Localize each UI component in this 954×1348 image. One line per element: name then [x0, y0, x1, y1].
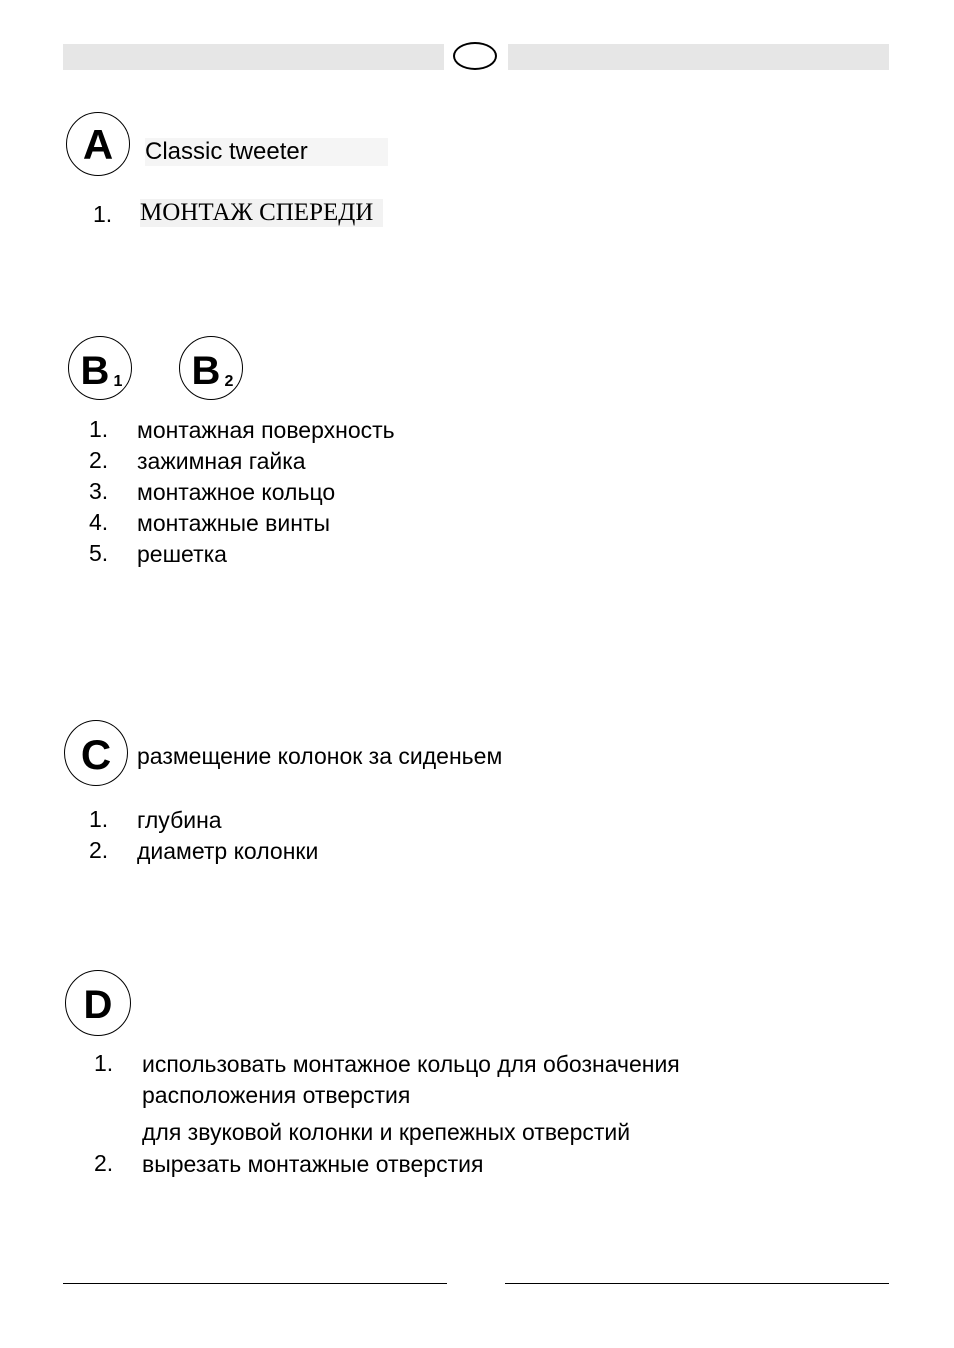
- section-a-badge-letter: A: [82, 121, 114, 168]
- footer-line-left: [63, 1283, 447, 1284]
- section-b-item-3-text: монтажное кольцо: [137, 479, 336, 505]
- section-b2-badge: [179, 336, 243, 400]
- section-b1-badge-subscript: 1: [113, 373, 123, 390]
- language-oval-marker: [453, 42, 497, 70]
- section-d-item-1-line-2: расположения отверстия: [142, 1082, 411, 1108]
- section-d-item-2-text: вырезать монтажные отверстия: [142, 1151, 484, 1177]
- section-c-item-2-number: 2.: [89, 837, 109, 863]
- section-b-item-2-text: зажимная гайка: [137, 448, 306, 474]
- section-d-item-2-number: 2.: [94, 1150, 114, 1176]
- section-a-badge: [66, 112, 130, 176]
- section-b-item-4-text: монтажные винты: [137, 510, 331, 536]
- section-b-item-1-number: 1.: [89, 416, 109, 442]
- section-c-title: размещение колонок за сиденьем: [137, 743, 503, 769]
- section-b1-badge-letter: B: [80, 349, 110, 393]
- section-a-item-1-text: МОНТАЖ СПЕРЕДИ: [140, 199, 383, 227]
- section-c-item-1-number: 1.: [89, 806, 109, 832]
- section-c-item-2-text: диаметр колонки: [137, 838, 319, 864]
- section-c-item-1-text: глубина: [137, 807, 222, 833]
- section-d-item-1-number: 1.: [94, 1050, 114, 1076]
- section-b2-badge-letter: B: [191, 349, 221, 393]
- section-c-badge: [64, 720, 128, 786]
- section-b2-badge-subscript: 2: [224, 373, 234, 390]
- section-b1-badge: [68, 336, 132, 400]
- section-d-badge: [65, 970, 131, 1036]
- section-d-badge-letter: D: [83, 983, 113, 1027]
- section-d-item-1-line-1: использовать монтажное кольцо для обозначения: [142, 1051, 680, 1077]
- section-a-item-1-number: 1.: [93, 201, 113, 227]
- section-c-badge-letter: C: [80, 731, 112, 778]
- footer-line-right: [505, 1283, 889, 1284]
- section-d-item-1-line-3: для звуковой колонки и крепежных отверстий: [142, 1119, 631, 1145]
- section-b-item-5-number: 5.: [89, 540, 109, 566]
- section-b-item-3-number: 3.: [89, 478, 109, 504]
- section-b-item-1-text: монтажная поверхность: [137, 417, 395, 443]
- section-b-item-2-number: 2.: [89, 447, 109, 473]
- section-b-item-5-text: решетка: [137, 541, 227, 567]
- section-a-title: Classic tweeter: [145, 138, 388, 166]
- section-b-item-4-number: 4.: [89, 509, 109, 535]
